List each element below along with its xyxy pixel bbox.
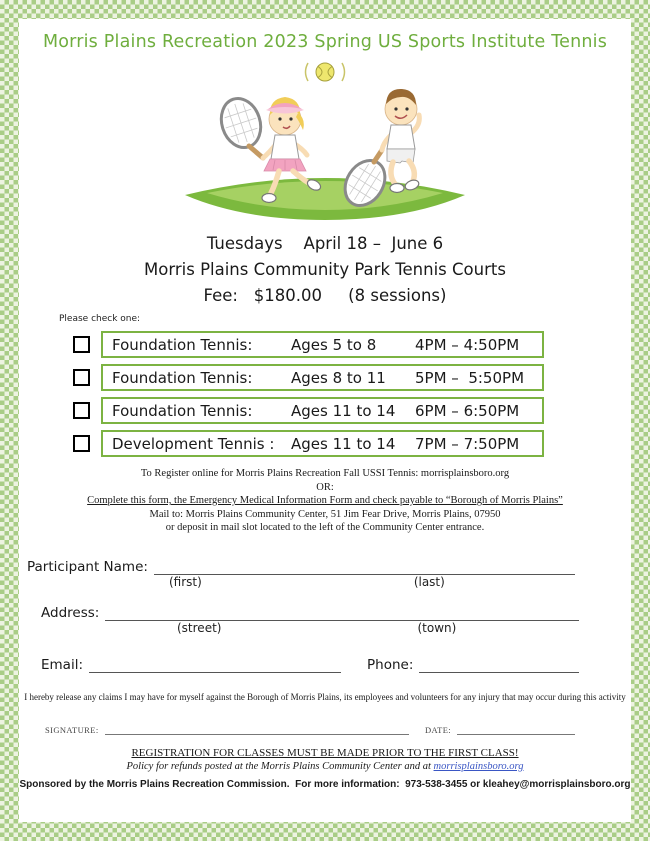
participant-name-input[interactable] xyxy=(154,560,575,575)
date-label: DATE: xyxy=(424,724,452,735)
option-time: 6PM – 6:50PM xyxy=(415,401,520,420)
option-time: 7PM – 7:50PM xyxy=(415,434,520,453)
email-label: Email: xyxy=(41,656,84,673)
option-label: Foundation Tennis: xyxy=(112,335,253,354)
option-time: 4PM – 4:50PM xyxy=(415,335,520,354)
sponsor-line: Sponsored by the Morris Plains Recreation Commission. For more information: 973-538-3455 or kleahey@morrisplainsboro.org xyxy=(19,778,631,790)
page-title: Morris Plains Recreation 2023 Spring US Sports Institute Tennis xyxy=(42,32,608,52)
option-box-3 xyxy=(101,397,544,424)
address-input[interactable] xyxy=(105,606,579,621)
flyer-content xyxy=(19,19,631,822)
refund-policy-text: Policy for refunds posted at the Morris Plains Community Center and at xyxy=(126,760,434,772)
option-label: Foundation Tennis: xyxy=(112,401,253,420)
option-box-1 xyxy=(101,331,544,358)
date-input[interactable] xyxy=(457,723,575,735)
participant-name-label: Participant Name: xyxy=(27,558,148,575)
footer xyxy=(19,747,631,791)
check-one-label: Please check one: xyxy=(59,314,141,324)
option-row-2 xyxy=(73,364,631,391)
email-input[interactable] xyxy=(89,658,341,673)
refund-policy-line xyxy=(19,760,631,773)
option-ages: Ages 11 to 14 xyxy=(291,401,396,420)
or-line: OR: xyxy=(316,481,334,493)
address-row xyxy=(19,605,631,621)
register-online-line: To Register online for Morris Plains Recreation Fall USSI Tennis: morrisplainsboro.org xyxy=(140,468,510,479)
participant-name-hints xyxy=(19,575,631,589)
deposit-line: or deposit in mail slot located to the left of the Community Center entrance. xyxy=(165,522,485,533)
option-checkbox-4[interactable] xyxy=(73,435,90,452)
mail-to-line: Mail to: Morris Plains Community Center, 51 Jim Fear Drive, Morris Plains, 07950 xyxy=(149,508,501,520)
phone-input[interactable] xyxy=(419,658,579,673)
signature-label: SIGNATURE: xyxy=(45,724,99,735)
email-phone-row xyxy=(19,657,631,673)
option-checkbox-2[interactable] xyxy=(73,369,90,386)
grass-swoosh-graphic xyxy=(185,178,465,220)
option-ages: Ages 5 to 8 xyxy=(291,335,377,354)
signature-date-row xyxy=(19,723,631,735)
option-label: Foundation Tennis: xyxy=(112,368,253,387)
option-checkbox-3[interactable] xyxy=(73,402,90,419)
option-time: 5PM – 5:50PM xyxy=(415,368,525,387)
option-row-4 xyxy=(73,430,631,457)
address-label: Address: xyxy=(41,604,100,621)
option-box-4 xyxy=(101,430,544,457)
schedule-location: Morris Plains Community Park Tennis Courts xyxy=(144,260,506,279)
complete-form-line: Complete this form, the Emergency Medical Information Form and check payable to “Borough of Morris Plains” xyxy=(87,495,563,506)
town-hint: (town) xyxy=(417,620,457,635)
option-label: Development Tennis : xyxy=(112,434,275,453)
option-ages: Ages 11 to 14 xyxy=(291,434,396,453)
participant-name-row xyxy=(19,559,631,575)
address-hints xyxy=(19,621,631,635)
registration-instructions xyxy=(19,467,631,535)
schedule-dates: Tuesdays April 18 – June 6 xyxy=(206,234,444,253)
option-box-2 xyxy=(101,364,544,391)
liability-release-text: I hereby release any claims I may have for myself against the Borough of Morris Plains, its employees and volunteers for any injury that may occur during this activity xyxy=(24,691,626,702)
option-ages: Ages 8 to 11 xyxy=(291,368,386,387)
signature-input[interactable] xyxy=(105,723,409,735)
registration-notice: REGISTRATION FOR CLASSES MUST BE MADE PRIOR TO THE FIRST CLASS! xyxy=(131,746,519,759)
tennis-ball-icon xyxy=(306,63,345,81)
first-name-hint: (first) xyxy=(169,574,202,589)
option-checkbox-1[interactable] xyxy=(73,336,90,353)
street-hint: (street) xyxy=(177,620,222,635)
option-row-3 xyxy=(73,397,631,424)
refund-policy-link[interactable]: morrisplainsboro.org xyxy=(433,760,524,772)
tennis-kids-art xyxy=(169,57,481,225)
last-name-hint: (last) xyxy=(413,574,445,589)
tennis-kids-illustration xyxy=(19,57,631,227)
phone-label: Phone: xyxy=(367,656,414,673)
schedule-fee: Fee: $180.00 (8 sessions) xyxy=(203,286,447,305)
option-row-1 xyxy=(73,331,631,358)
